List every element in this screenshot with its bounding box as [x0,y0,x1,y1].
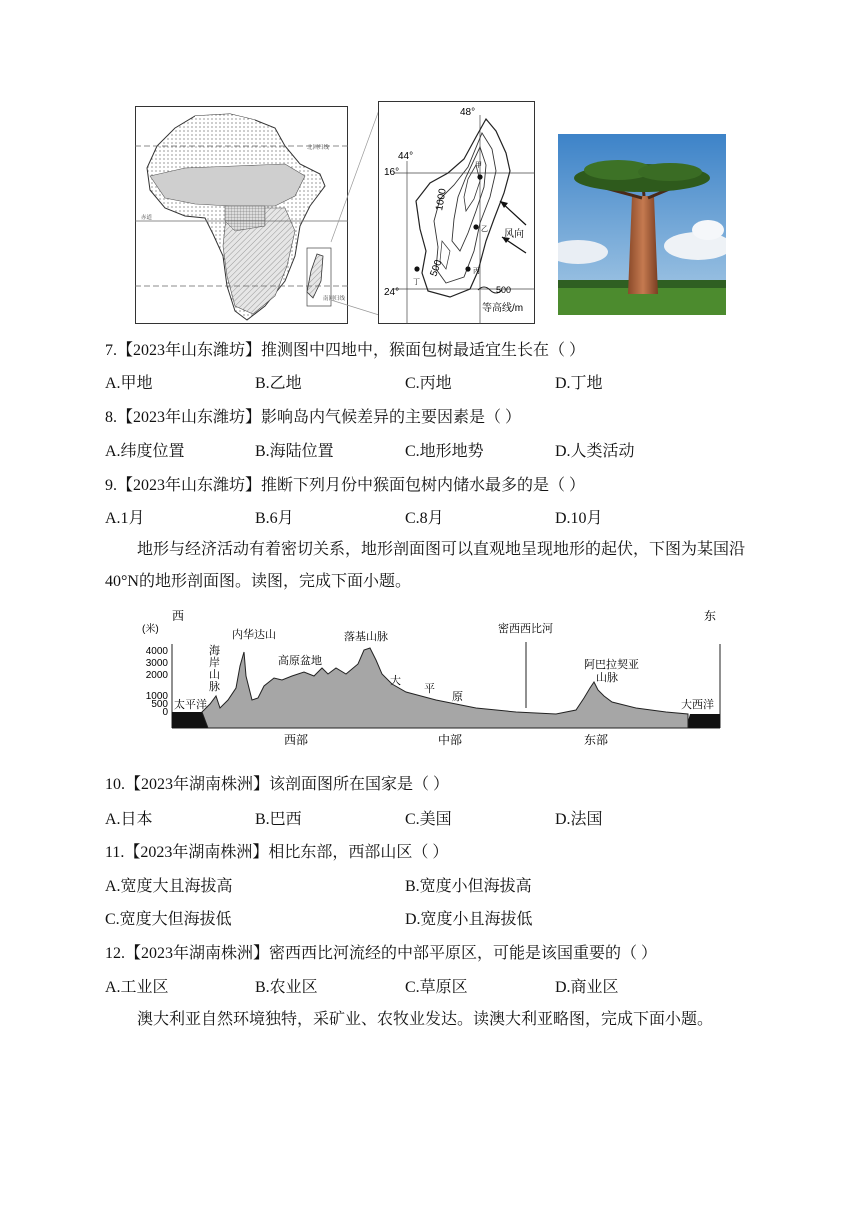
svg-text:脉: 脉 [209,681,220,693]
plain-label-1: 大 [390,675,401,687]
site-jia-label: 甲 [475,162,482,169]
appalachian-label-1: 阿巴拉契亚 [584,659,639,671]
svg-text:岸: 岸 [209,657,220,669]
q11-option-b[interactable]: B.宽度小但海拔高 [405,878,532,895]
legend-label: 等高线/m [482,303,524,314]
question-11: 11.【2023年湖南株洲】相比东部，西部山区（ ） [105,844,449,861]
question-8: 8.【2023年山东潍坊】影响岛内气候差异的主要因素是（ ） [105,409,522,426]
lat1-label: 16° [384,167,400,178]
q8-option-a[interactable]: A.纬度位置 [105,443,185,460]
tropic-north-label: 北回归线 [307,145,330,151]
q12-option-d[interactable]: D.商业区 [555,979,619,996]
q12-option-c[interactable]: C.草原区 [405,979,468,996]
tick-0: 0 [162,707,168,718]
question-10: 10.【2023年湖南株洲】该剖面图所在国家是（ ） [105,776,450,793]
plain-label-2: 平 [424,683,435,695]
nevada-label: 内华达山 [232,629,276,641]
madagascar-map [378,101,535,324]
equator-label: 赤道 [141,215,153,221]
tick-2000: 2000 [145,670,168,681]
plain-label-3: 原 [452,691,463,703]
region-west-label: 西部 [284,733,309,747]
tropic-south-label: 南回归线 [323,296,346,302]
q10-option-d[interactable]: D.法国 [555,811,603,828]
question-7: 7.【2023年山东潍坊】推测图中四地中，猴面包树最适宜生长在（ ） [105,342,586,359]
question-12: 12.【2023年湖南株洲】密西西比河流经的中部平原区，可能是该国重要的（ ） [105,945,658,962]
q12-option-a[interactable]: A.工业区 [105,979,169,996]
mississippi-label: 密西西比河 [498,623,553,635]
contour-500-label: 500 [428,258,445,279]
tick-3000: 3000 [145,658,168,669]
intro-paragraph-australia: 澳大利亚自然环境独特，采矿业、农牧业发达。读澳大利亚略图，完成下面小题。 [137,1011,714,1028]
svg-text:山: 山 [209,669,220,681]
east-label: 东 [704,609,717,623]
appalachian-label-2: 山脉 [596,672,618,684]
tick-4000: 4000 [145,646,168,657]
region-east-label: 东部 [584,733,609,747]
svg-text:海: 海 [209,645,220,657]
contour-1000-label: 1000 [434,187,449,212]
q11-option-c[interactable]: C.宽度大但海拔低 [105,911,232,928]
site-ding-label: 丁 [413,279,420,286]
lon2-label: 48° [460,107,476,118]
rocky-label: 落基山脉 [344,631,388,643]
q9-option-c[interactable]: C.8月 [405,510,444,527]
q7-option-c[interactable]: C.丙地 [405,375,452,392]
q7-option-b[interactable]: B.乙地 [255,375,302,392]
wind-label: 风向 [504,229,524,240]
q11-option-d[interactable]: D.宽度小且海拔低 [405,911,533,928]
site-yi-label: 乙 [481,226,488,233]
atlantic-label: 大西洋 [681,699,714,711]
connector-lines [325,100,385,320]
baobab-photo [558,134,726,315]
west-label: 西 [172,609,185,623]
q10-option-a[interactable]: A.日本 [105,811,153,828]
legend-value: 500 [496,285,512,295]
africa-map [135,106,348,324]
intro-paragraph-profile: 地形与经济活动有着密切关系，地形剖面图可以直观地呈现地形的起伏，下图为某国沿40°N的地形剖面图。读图，完成下面小题。 [105,541,746,590]
pacific-label: 太平洋 [174,699,207,711]
lat2-label: 24° [384,287,400,298]
q10-option-c[interactable]: C.美国 [405,811,452,828]
q7-option-d[interactable]: D.丁地 [555,375,603,392]
tick-500: 500 [151,699,168,710]
coast-range-label [209,643,220,693]
site-bing-label: 丙 [473,268,480,275]
question-9: 9.【2023年山东潍坊】推断下列月份中猴面包树内储水最多的是（ ） [105,477,586,494]
q11-option-a[interactable]: A.宽度大且海拔高 [105,878,233,895]
basin-label: 高原盆地 [278,655,322,667]
q8-option-b[interactable]: B.海陆位置 [255,443,334,460]
terrain-profile [136,604,736,752]
q9-option-a[interactable]: A.1月 [105,510,145,527]
region-mid-label: 中部 [438,733,463,747]
q10-option-b[interactable]: B.巴西 [255,811,302,828]
q7-option-a[interactable]: A.甲地 [105,375,153,392]
q8-option-c[interactable]: C.地形地势 [405,443,484,460]
unit-label: (米) [142,624,159,635]
tick-1000: 1000 [145,691,168,702]
q9-option-d[interactable]: D.10月 [555,510,603,527]
q9-option-b[interactable]: B.6月 [255,510,294,527]
q12-option-b[interactable]: B.农业区 [255,979,318,996]
lon1-label: 44° [398,151,414,162]
q8-option-d[interactable]: D.人类活动 [555,443,635,460]
